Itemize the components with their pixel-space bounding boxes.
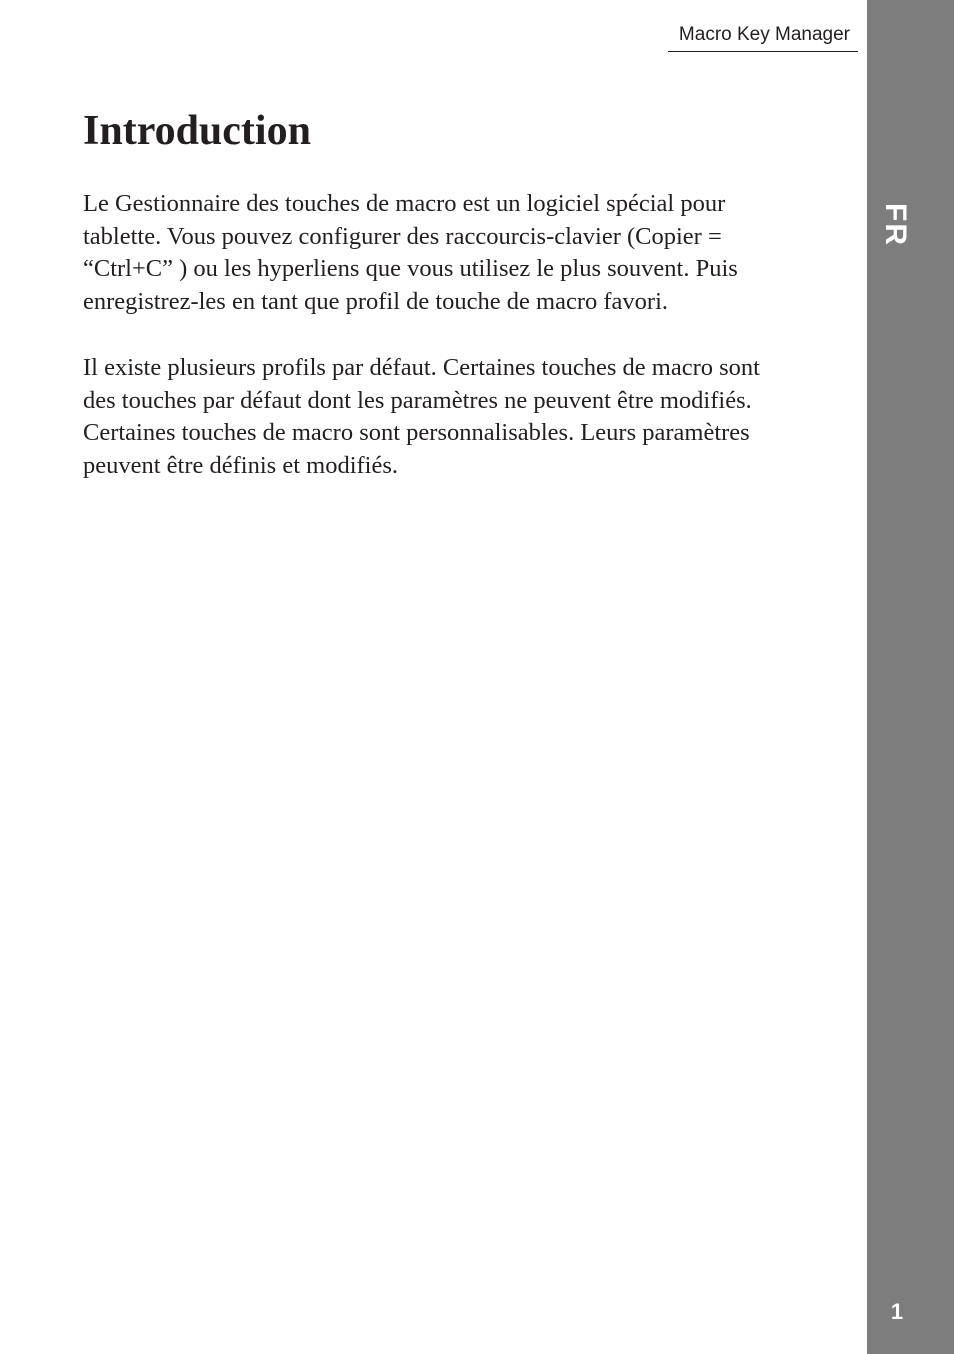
page-title: Introduction (83, 108, 311, 154)
running-header: Macro Key Manager (678, 24, 850, 45)
language-tab-label (867, 195, 923, 255)
paragraph-line: Certaines touches de macro sont personnalisables. Leurs paramètres (83, 419, 750, 447)
paragraph-line: peuvent être définis et modifiés. (83, 452, 398, 480)
intro-paragraph-1 (83, 188, 853, 319)
paragraph-line: enregistrez-les en tant que profil de touche de macro favori. (83, 288, 669, 316)
language-code: FR (879, 203, 912, 247)
intro-paragraph-2 (83, 352, 853, 483)
header-rule (668, 51, 858, 52)
paragraph-line: Le Gestionnaire des touches de macro est un logiciel spécial pour (83, 190, 726, 217)
paragraph-line: des touches par défaut dont les paramètres ne peuvent être modifiés. (83, 386, 752, 414)
paragraph-line: Il existe plusieurs profils par défaut. Certaines touches de macro sont (83, 354, 760, 381)
paragraph-line: “Ctrl+C” ) ou les hyperliens que vous utilisez le plus souvent. Puis (83, 255, 738, 283)
paragraph-line: tablette. Vous pouvez configurer des raccourcis-clavier (Copier = (83, 222, 722, 250)
page-number: 1 (890, 1299, 904, 1324)
